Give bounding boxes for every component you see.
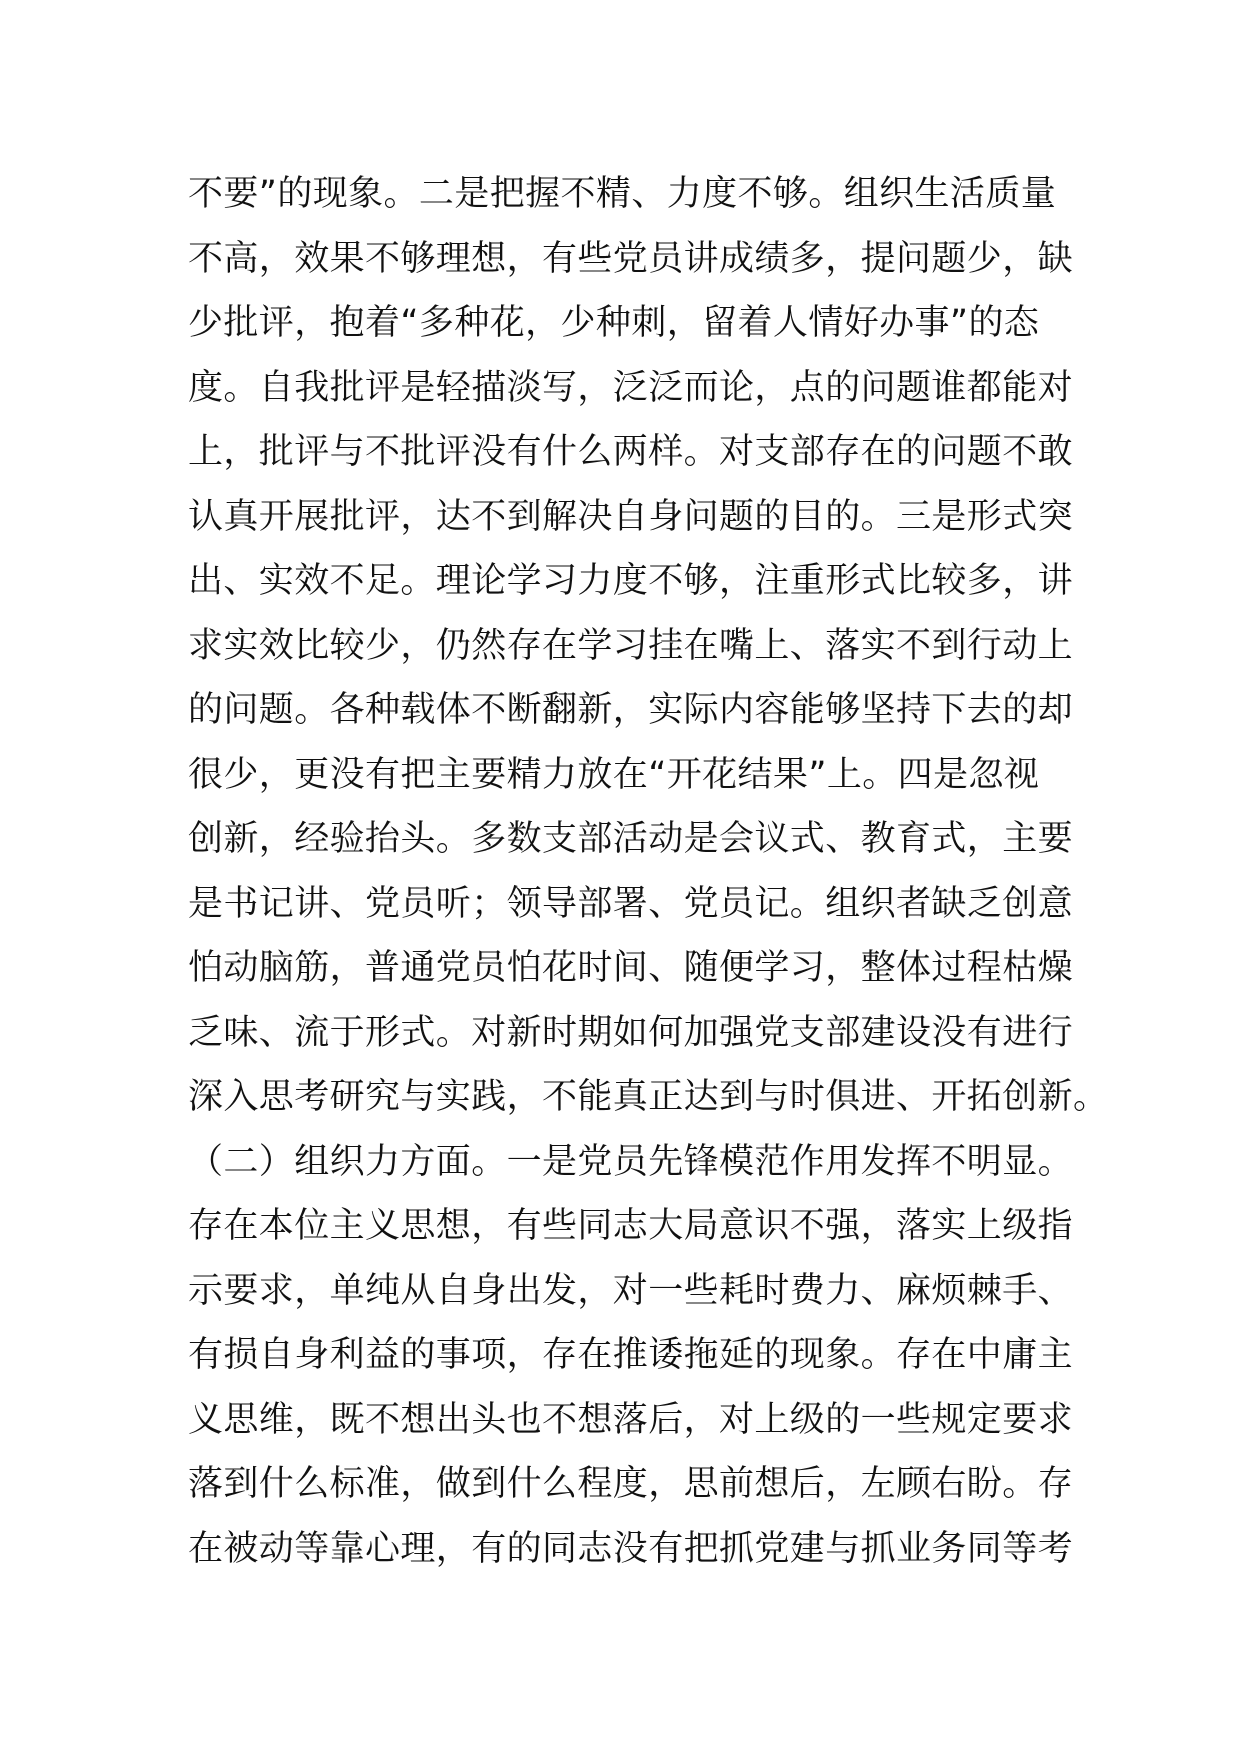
text-line: （二）组织力方面。一是党员先锋模范作用发挥不明显。 [188,1141,1074,1182]
text-line: 少批评，抱着“多种花，少种刺，留着人情好办事”的态 [188,303,1040,343]
text-line: 义思维，既不想出头也不想落后，对上级的一些规定要求 [188,1399,1074,1440]
body-text [188,162,1109,1581]
text-line: 出、实效不足。理论学习力度不够，注重形式比较多，讲 [188,561,1074,601]
text-line: 认真开展批评，达不到解决自身问题的目的。三是形式突 [188,496,1074,537]
text-line: 存在本位主义思想，有些同志大局意识不强，落实上级指 [188,1206,1074,1246]
text-line: 是书记讲、党员听；领导部署、党员记。组织者缺乏创意 [188,883,1074,924]
text-line: 不要”的现象。二是把握不精、力度不够。组织生活质量 [188,174,1057,214]
text-line: 落到什么标准，做到什么程度，思前想后，左顾右盼。存 [188,1464,1074,1504]
text-line: 怕动脑筋，普通党员怕花时间、随便学习，整体过程枯燥 [188,948,1074,988]
text-line: 的问题。各种载体不断翻新，实际内容能够坚持下去的却 [188,690,1074,730]
text-line: 深入思考研究与实践，不能真正达到与时俱进、开拓创新。 [188,1077,1109,1117]
text-line: 有损自身利益的事项，存在推诿拖延的现象。存在中庸主 [188,1335,1074,1375]
text-line: 在被动等靠心理，有的同志没有把抓党建与抓业务同等考 [188,1528,1074,1569]
text-line: 乏味、流于形式。对新时期如何加强党支部建设没有进行 [188,1012,1074,1053]
text-line: 不高，效果不够理想，有些党员讲成绩多，提问题少，缺 [188,238,1074,279]
text-line: 上，批评与不批评没有什么两样。对支部存在的问题不敢 [188,432,1074,472]
text-line: 求实效比较少，仍然存在学习挂在嘴上、落实不到行动上 [188,625,1074,666]
text-line: 度。自我批评是轻描淡写，泛泛而论，点的问题谁都能对 [188,367,1074,408]
text-line: 创新，经验抬头。多数支部活动是会议式、教育式，主要 [188,819,1074,859]
text-line: 示要求，单纯从自身出发，对一些耗时费力、麻烦棘手、 [188,1270,1074,1311]
text-line: 很少，更没有把主要精力放在“开花结果”上。四是忽视 [188,754,1040,795]
